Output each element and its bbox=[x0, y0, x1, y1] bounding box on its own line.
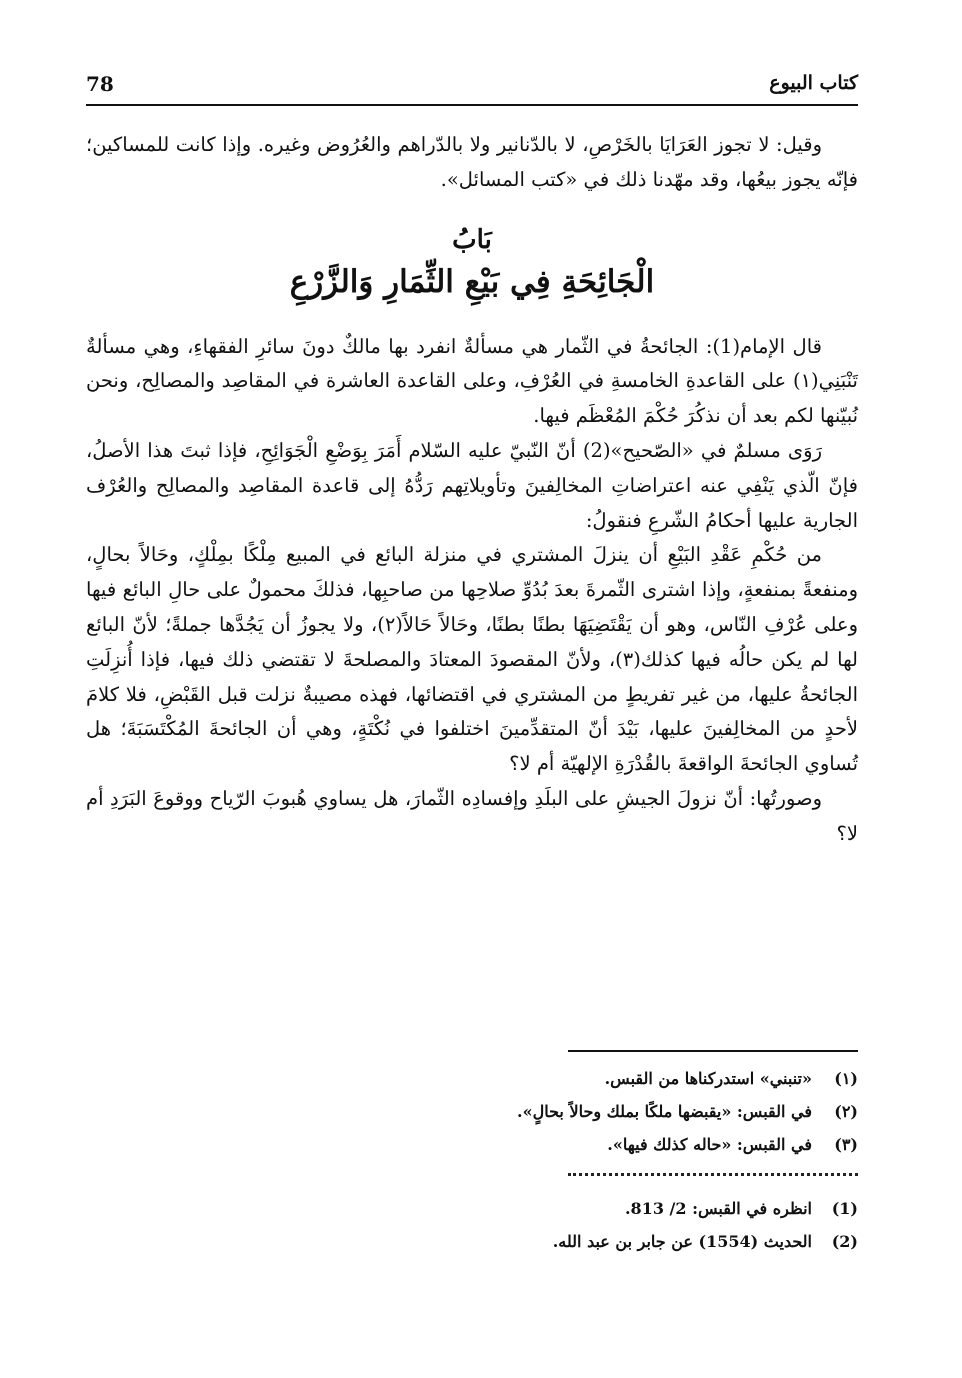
footnote-number: (٣) bbox=[834, 1135, 858, 1154]
dotted-separator bbox=[568, 1173, 858, 1176]
paragraph: قال الإمام(1): الجائحةُ في الثّمار هي مسألةٌ انفرد بها مالكٌ دونَ سائرِ الفقهاءِ، وهي مسألةٌ تَنْبَنِي(١) على القاعدةِ الخامسةِ في العُرْفِ، وعلى القاعدة العاشرة في المقاصِد والمصالِح، ونحن نُبيّنها لكم بعد أن نذكُرَ حُكْمَ المُعْظَم فيها. bbox=[86, 334, 858, 428]
paragraph: من حُكْمِ عَقْدِ البَيْعِ أن ينزلَ المشتري في منزلة البائع في المبيع مِلْكًا بمِلْكٍ، وحَالاً بحالٍ، ومنفعةً بمنفعةٍ، وإذا اشترى الثّمرةَ بعدَ بُدُوِّ صلاحِها من صاحبِها، فذلكَ محمولٌ على حالِ البائع فيها وعلى عُرْفِ النّاس، وهو أن يَقْتَضِيَهَا بطنًا بطنًا، وحَالاً حَالاً(٢)، ولا يجوزُ أن يَجُدَّها جملةً؛ لأنّ البائع لها لم يكن حالُه فيها كذلك(٣)، ولأنّ المقصودَ المعتادَ والمصلحةَ لا تقتضي ذلك فيها، فإذا أُنزِلَتِ الجائحةُ عليها، من غير تفريطٍ من المشتري في اقتضائها، فهذه مصيبةٌ نزلت قبل القَبْضِ، فلا كلامَ لأحدٍ من المخالِفينَ عليها، بَيْدَ أنّ المتقدِّمينَ اختلفوا في نُكْتَةٍ، وهي أن الجائحةَ المُكْتَسَبَةَ؛ هل تُساوي الجائحةَ الواقعةَ بالقُدْرَةِ الإلهيّة أم لا؟ bbox=[86, 543, 858, 776]
main-text bbox=[86, 128, 858, 852]
footnote-number: (٢) bbox=[834, 1102, 858, 1121]
footnote bbox=[86, 1128, 858, 1161]
chapter-title: الْجَائِحَةِ فِي بَيْعِ الثِّمَارِ وَالزَّرْعِ bbox=[289, 263, 655, 300]
intro-paragraph: وقيل: لا تجوز العَرَايَا بالخَرْصِ، لا بالدّنانير ولا بالدّراهم والعُرُوض وغيره. وإذا كانت للمساكين؛ فإنّه يجوز بيعُها، وقد مهّدنا ذلك في «كتب المسائل». bbox=[86, 133, 858, 191]
chapter-label: بَابُ bbox=[452, 224, 492, 255]
paragraph: وصورتُها: أنّ نزولَ الجيشِ على البلَدِ وإفسادِه الثّمارَ، هل يساوي هُبوبَ الرّياح ووقوعَ البَرَدِ أم لا؟ bbox=[86, 786, 858, 845]
footnote-text: انظره في القبس: 2/ 813. bbox=[624, 1199, 812, 1218]
chapter-heading bbox=[86, 220, 858, 304]
footnote bbox=[86, 1062, 858, 1095]
footnote-text: الحديث (1554) عن جابر بن عبد الله. bbox=[552, 1232, 812, 1251]
page-number: 78 bbox=[86, 72, 114, 96]
footnote bbox=[86, 1225, 858, 1258]
footnote bbox=[86, 1095, 858, 1128]
footnote bbox=[86, 1192, 858, 1225]
footnote-number: (2) bbox=[831, 1232, 858, 1251]
footnote-rule bbox=[568, 1050, 858, 1052]
footnote-text: «تنبني» استدركناها من القبس. bbox=[604, 1069, 812, 1088]
editor-footnotes bbox=[86, 1062, 858, 1161]
footnote-number: (1) bbox=[831, 1199, 858, 1218]
footnote-text: في القبس: «يقبضها ملكًا بملك وحالاً بحالٍ». bbox=[517, 1102, 812, 1121]
footnote-number: (١) bbox=[834, 1069, 858, 1088]
footnotes bbox=[86, 1050, 858, 1258]
footnote-text: في القبس: «حاله كذلك فيها». bbox=[607, 1135, 812, 1154]
page-header bbox=[86, 68, 858, 106]
paragraph: رَوَى مسلمٌ في «الصّحيح»(2) أنّ النّبيّ عليه السّلام أَمَرَ بِوَضْعِ الْجَوَائِحِ، فإذا ثبتَ هذا الأصلُ، فإنّ الّذي يَنْفِي عنه اعتراضاتِ المخالِفينَ وتأويلاتِهم رَدُّهُ إلى قاعدة المقاصِد والمصالِح والعُرْف الجارية عليها أحكامُ الشّرعِ فنقولُ: bbox=[86, 438, 858, 532]
author-footnotes bbox=[86, 1192, 858, 1258]
book-title: كتاب البيوع bbox=[769, 72, 858, 94]
